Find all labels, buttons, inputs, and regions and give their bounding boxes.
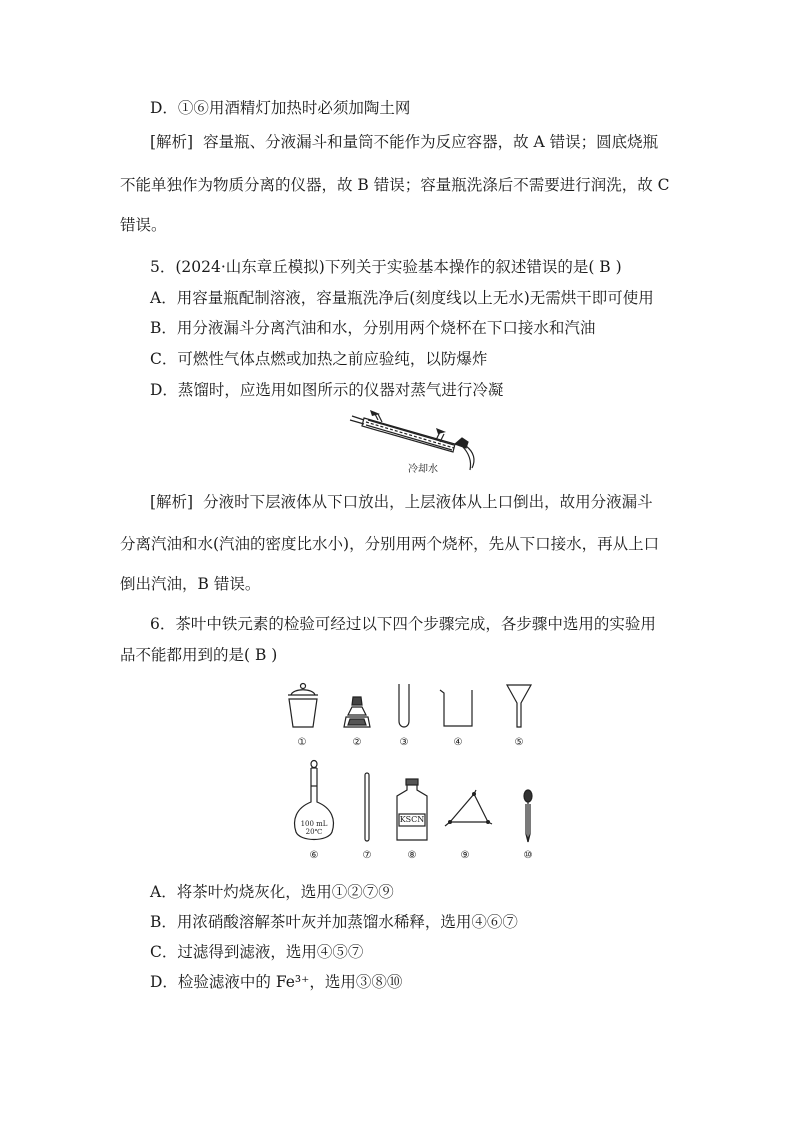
q6-option-b: B．用浓硝酸溶解茶叶灰并加蒸馏水稀释，选用④⑥⑦ xyxy=(150,913,518,931)
analysis-text: 容量瓶、分液漏斗和量筒不能作为反应容器，故 A 错误；圆底烧瓶 xyxy=(203,133,659,151)
q5-option-a: A．用容量瓶配制溶液，容量瓶洗净后(刻度线以上无水)无需烘干即可使用 xyxy=(150,289,654,307)
test-tube-figure xyxy=(396,683,412,733)
q4-analysis-line2: 不能单独作为物质分离的仪器，故 B 错误；容量瓶洗涤后不需要进行润洗，故 C xyxy=(120,176,670,194)
q4-analysis-line3: 错误。 xyxy=(120,216,167,234)
reagent-bottle-figure xyxy=(394,778,430,846)
bottle-label: KSCN xyxy=(399,815,425,824)
label-9: ⑨ xyxy=(460,850,470,861)
q5-analysis-line2: 分离汽油和水(汽油的密度比水小)，分别用两个烧杯，先从下口接水，再从上口 xyxy=(120,535,660,553)
clay-triangle-figure xyxy=(444,790,492,836)
volumetric-flask-figure xyxy=(292,760,336,850)
q5-option-c: C．可燃性气体点燃或加热之前应验纯，以防爆炸 xyxy=(150,350,488,368)
label-2: ② xyxy=(352,737,362,748)
label-7: ⑦ xyxy=(362,850,372,861)
q4-analysis-line1 xyxy=(150,130,658,152)
q6-option-c: C．过滤得到滤液，选用④⑤⑦ xyxy=(150,943,364,961)
label-8: ⑧ xyxy=(407,850,417,861)
q4-option-d: D．①⑥用酒精灯加热时必须加陶土网 xyxy=(150,99,411,117)
label-5: ⑤ xyxy=(514,737,524,748)
flask-capacity: 100 mL xyxy=(300,820,328,828)
condenser-figure xyxy=(350,408,480,474)
q5-analysis-line1 xyxy=(150,490,653,512)
label-3: ③ xyxy=(399,737,409,748)
beaker-figure xyxy=(438,688,476,732)
analysis-tag: [解析] xyxy=(150,493,194,511)
analysis-text: 分液时下层液体从下口放出，上层液体从上口倒出，故用分液漏斗 xyxy=(203,493,653,511)
alcohol-lamp-figure xyxy=(342,695,372,735)
analysis-tag: [解析] xyxy=(150,133,194,151)
dropper-figure xyxy=(521,790,535,848)
crucible-figure xyxy=(285,683,321,737)
condenser-caption: 冷却水 xyxy=(408,464,438,475)
label-4: ④ xyxy=(453,737,463,748)
funnel-figure xyxy=(505,683,533,733)
q5-stem: 5．(2024·山东章丘模拟)下列关于实验基本操作的叙述错误的是( B ) xyxy=(150,258,622,276)
label-6: ⑥ xyxy=(309,850,319,861)
q5-option-b: B．用分液漏斗分离汽油和水，分别用两个烧杯在下口接水和汽油 xyxy=(150,319,596,337)
q6-option-d: D．检验滤液中的 Fe³⁺，选用③⑧⑩ xyxy=(150,973,403,991)
q5-analysis-line3: 倒出汽油，B 错误。 xyxy=(120,575,261,593)
q6-option-a: A．将茶叶灼烧灰化，选用①②⑦⑨ xyxy=(150,883,394,901)
q6-stem-line2: 品不能都用到的是( B ) xyxy=(120,646,278,664)
q6-stem-line1: 6．茶叶中铁元素的检验可经过以下四个步骤完成，各步骤中选用的实验用 xyxy=(150,615,656,633)
label-10: ⑩ xyxy=(523,850,533,861)
label-1: ① xyxy=(297,737,307,748)
glass-rod-figure xyxy=(364,772,370,846)
flask-temperature: 20℃ xyxy=(305,828,323,836)
q5-option-d: D．蒸馏时，应选用如图所示的仪器对蒸气进行冷凝 xyxy=(150,381,504,399)
